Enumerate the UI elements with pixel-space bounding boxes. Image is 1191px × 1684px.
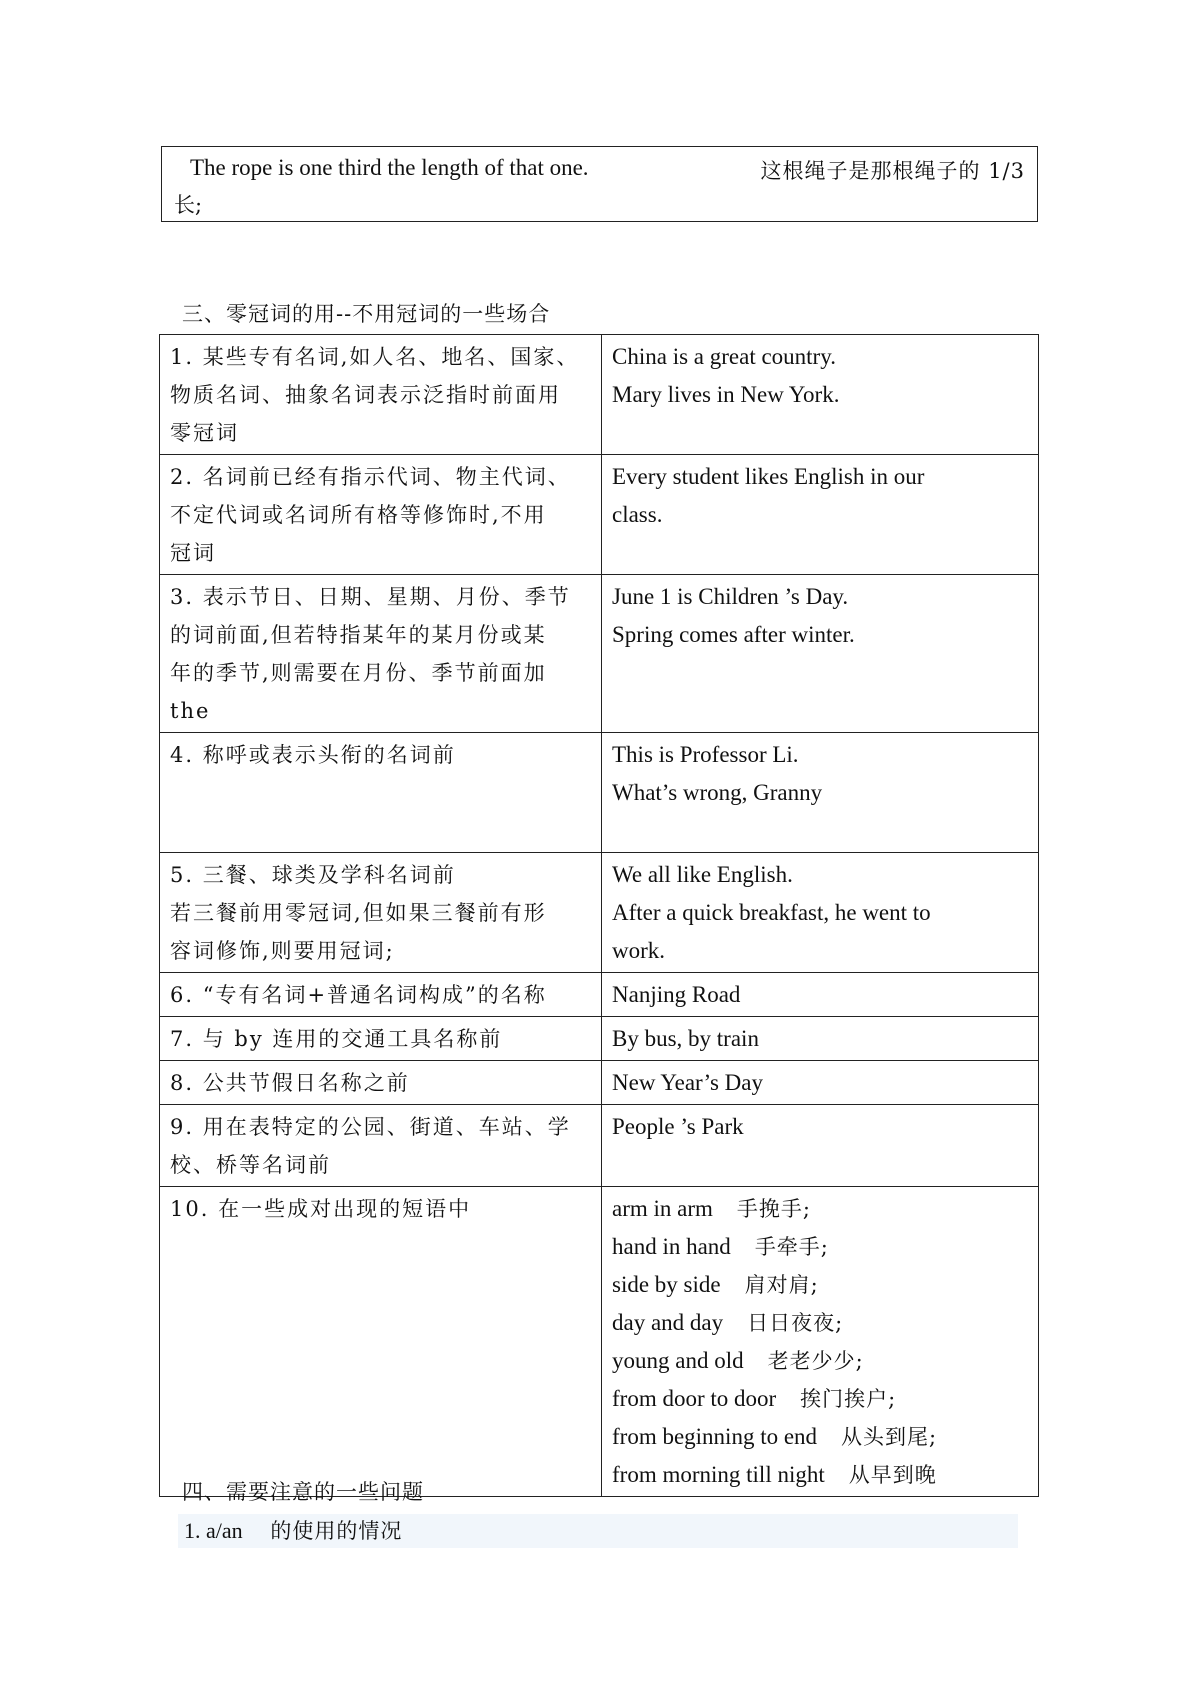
rule-line: 4. 称呼或表示头衔的名词前 xyxy=(170,743,456,767)
phrase-pair xyxy=(612,1228,1028,1266)
phrase-english: arm in arm xyxy=(612,1196,713,1221)
zero-article-table xyxy=(159,334,1039,1497)
example-line: Every student likes English in our xyxy=(612,464,925,489)
rule-cell xyxy=(160,335,602,455)
example-line: This is Professor Li. xyxy=(612,742,799,767)
rule-cell xyxy=(160,1187,602,1497)
phrase-english: young and old xyxy=(612,1348,744,1373)
rule-line: 6. “专有名词+普通名词构成”的名称 xyxy=(170,983,547,1007)
table-row xyxy=(160,1061,1039,1105)
rule-line: 冠词 xyxy=(170,541,216,565)
phrase-chinese: 手牵手; xyxy=(754,1235,829,1259)
example-line: Nanjing Road xyxy=(612,982,741,1007)
example-line: After a quick breakfast, he went to xyxy=(612,900,931,925)
example-cell xyxy=(602,973,1039,1017)
table-row xyxy=(160,1187,1039,1497)
rule-line: 1. 某些专有名词,如人名、地名、国家、 xyxy=(170,345,580,369)
phrase-english: day and day xyxy=(612,1310,724,1335)
section-3-title: 三、零冠词的用--不用冠词的一些场合 xyxy=(182,302,551,326)
example-cell xyxy=(602,335,1039,455)
phrase-chinese: 从早到晚 xyxy=(848,1463,937,1487)
rule-line: 9. 用在表特定的公园、街道、车站、学 xyxy=(170,1115,571,1139)
phrase-chinese: 日日夜夜; xyxy=(747,1311,844,1335)
rule-line: 7. 与 by 连用的交通工具名称前 xyxy=(170,1027,503,1051)
phrase-chinese: 挨门挨户; xyxy=(800,1387,897,1411)
phrase-english: from morning till night xyxy=(612,1462,825,1487)
rule-cell xyxy=(160,973,602,1017)
rule-line: 的词前面,但若特指某年的某月份或某 xyxy=(170,623,547,647)
rule-line: 10. 在一些成对出现的短语中 xyxy=(170,1197,472,1221)
rule-line: 8. 公共节假日名称之前 xyxy=(170,1071,410,1095)
rule-line: 不定代词或名词所有格等修饰时,不用 xyxy=(170,503,547,527)
rule-line: 2. 名词前已经有指示代词、物主代词、 xyxy=(170,465,571,489)
phrase-chinese: 从头到尾; xyxy=(841,1425,938,1449)
table-row xyxy=(160,1105,1039,1187)
table-row xyxy=(160,575,1039,733)
sub-heading-text: 的使用的情况 xyxy=(270,1519,403,1543)
example-cell xyxy=(602,1105,1039,1187)
top-example-chinese: 这根绳子是那根绳子的 1/3 xyxy=(760,159,1025,183)
rule-cell xyxy=(160,853,602,973)
example-line: We all like English. xyxy=(612,862,793,887)
table-row xyxy=(160,733,1039,853)
example-line: By bus, by train xyxy=(612,1026,759,1051)
table-row xyxy=(160,455,1039,575)
rule-cell xyxy=(160,733,602,853)
example-cell xyxy=(602,1017,1039,1061)
phrase-pair xyxy=(612,1342,1028,1380)
phrase-english: from beginning to end xyxy=(612,1424,818,1449)
rule-line: 校、桥等名词前 xyxy=(170,1153,331,1177)
rule-line: 容词修饰,则要用冠词; xyxy=(170,939,395,963)
phrase-pair xyxy=(612,1266,1028,1304)
rule-line: 若三餐前用零冠词,但如果三餐前有形 xyxy=(170,901,547,925)
phrase-chinese: 肩对肩; xyxy=(744,1273,819,1297)
rule-cell xyxy=(160,455,602,575)
phrase-chinese: 老老少少; xyxy=(767,1349,864,1373)
example-line: China is a great country. xyxy=(612,344,836,369)
rule-cell xyxy=(160,1017,602,1061)
table-row xyxy=(160,973,1039,1017)
example-line: June 1 is Children ’s Day. xyxy=(612,584,849,609)
example-cell xyxy=(602,455,1039,575)
example-cell xyxy=(602,733,1039,853)
example-line: work. xyxy=(612,938,666,963)
rule-cell xyxy=(160,575,602,733)
rule-line: 物质名词、抽象名词表示泛指时前面用 xyxy=(170,383,561,407)
rule-cell xyxy=(160,1105,602,1187)
example-line: class. xyxy=(612,502,663,527)
table-row xyxy=(160,853,1039,973)
top-example-chinese-cont: 长; xyxy=(174,193,203,217)
example-line: People ’s Park xyxy=(612,1114,744,1139)
rule-cell xyxy=(160,1061,602,1105)
section-4-title: 四、需要注意的一些问题 xyxy=(182,1480,424,1504)
phrase-pair xyxy=(612,1304,1028,1342)
sub-heading-a-an xyxy=(178,1514,1018,1548)
top-example-english: The rope is one third the length of that one. xyxy=(190,155,589,180)
table-row xyxy=(160,335,1039,455)
example-cell xyxy=(602,1187,1039,1497)
example-cell xyxy=(602,1061,1039,1105)
phrase-english: from door to door xyxy=(612,1386,777,1411)
rule-line xyxy=(170,774,591,812)
phrase-pair xyxy=(612,1456,1028,1494)
rule-line: 零冠词 xyxy=(170,421,239,445)
rule-line: 5. 三餐、球类及学科名词前 xyxy=(170,863,456,887)
rule-line: the xyxy=(170,699,211,723)
example-line: What’s wrong, Granny xyxy=(612,780,823,805)
phrase-english: side by side xyxy=(612,1272,721,1297)
rule-line: 年的季节,则需要在月份、季节前面加 xyxy=(170,661,547,685)
example-cell xyxy=(602,853,1039,973)
rule-line xyxy=(170,812,591,850)
example-line: Mary lives in New York. xyxy=(612,382,840,407)
example-cell xyxy=(602,575,1039,733)
top-example-box xyxy=(161,146,1038,222)
example-line: Spring comes after winter. xyxy=(612,622,855,647)
phrase-pair xyxy=(612,1380,1028,1418)
phrase-pair xyxy=(612,1418,1028,1456)
table-row xyxy=(160,1017,1039,1061)
example-line: New Year’s Day xyxy=(612,1070,763,1095)
phrase-chinese: 手挽手; xyxy=(736,1197,811,1221)
phrase-english: hand in hand xyxy=(612,1234,731,1259)
phrase-pair xyxy=(612,1190,1028,1228)
sub-heading-number: 1. a/an xyxy=(184,1518,243,1543)
rule-line: 3. 表示节日、日期、星期、月份、季节 xyxy=(170,585,571,609)
